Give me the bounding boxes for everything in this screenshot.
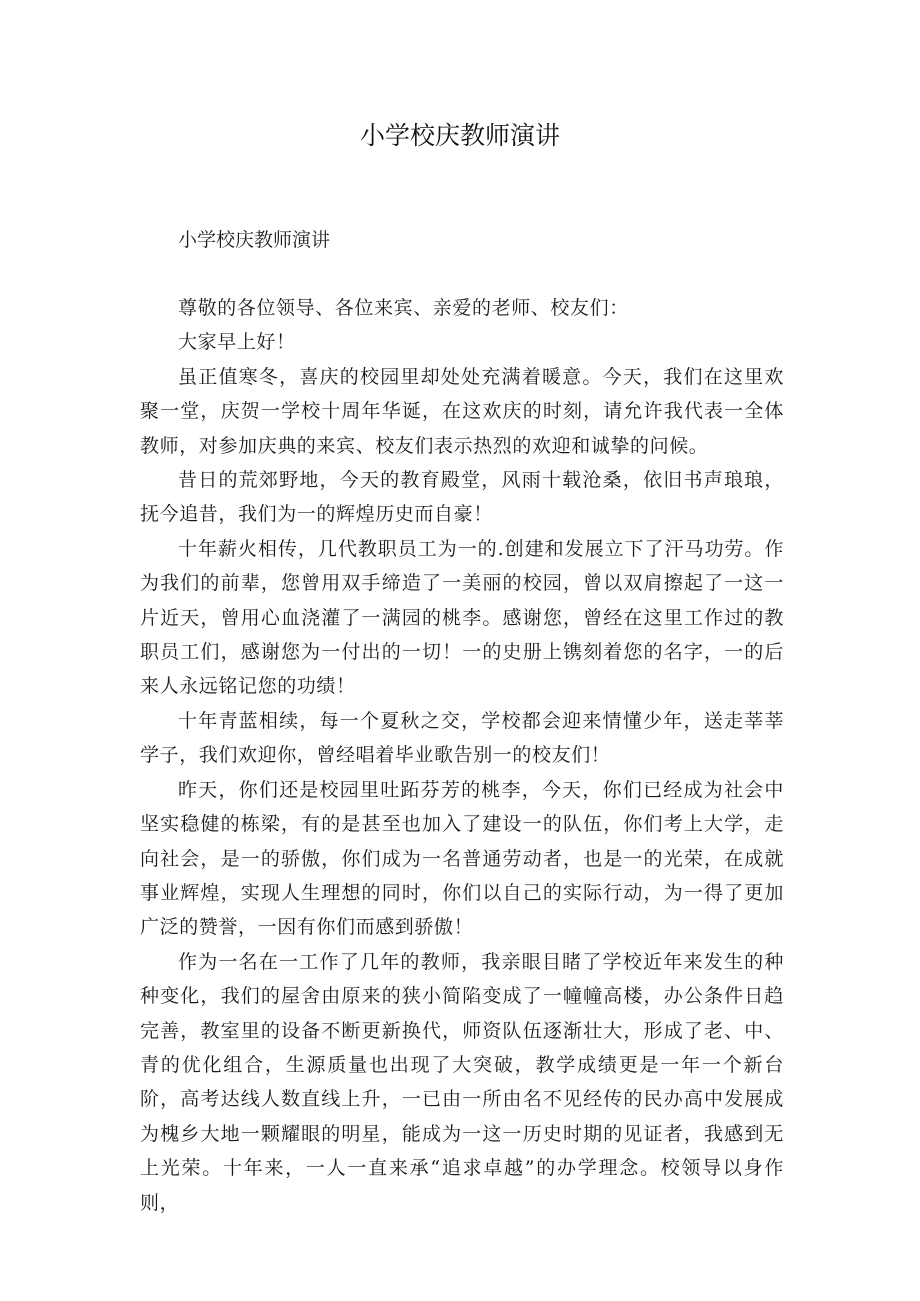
paragraph: 昨天，你们还是校园里吐跖芬芳的桃李，今天，你们已经成为社会中坚实稳健的栋梁，有的是甚至也加入了建设一的队伍，你们考上大学，走向社会，是一的骄傲，你们成为一名普通劳动者，也是一的光荣，在成就事业辉煌，实现人生理想的同时，你们以自己的实际行动，为一得了更加广泛的赞誉，一因有你们而感到骄傲！ xyxy=(140,778,784,939)
paragraph: 作为一名在一工作了几年的教师，我亲眼目睹了学校近年来发生的种种变化，我们的屋舍由原来的狭小简陷变成了一幢幢高楼，办公条件日趋完善，教室里的设备不断更新换代，师资队伍逐渐壮大，形成了老、中、青的优化组合，生源质量也出现了大突破，教学成绩更是一年一个新台阶，高考达线人数直线上升，一已由一所由名不见经传的民办高中发展成为槐乡大地一颗耀眼的明星，能成为一这一历史时期的见证者，我感到无上光荣。十年来，一人一直来承“追求卓越”的办学理念。校领导以身作则， xyxy=(140,950,784,1214)
document-title: 小学校庆教师演讲 xyxy=(359,121,560,150)
document-subtitle: 小学校庆教师演讲 xyxy=(178,229,331,251)
paragraph: 十年青蓝相续，每一个夏秋之交，学校都会迎来情懂少年，送走莘莘学子，我们欢迎你，曾经唱着毕业歌告别一的校友们！ xyxy=(140,709,784,767)
paragraph: 十年薪火相传，几代教职员工为一的.创建和发展立下了汗马功劳。作为我们的前辈，您曾用双手缔造了一美丽的校园，曾以双肩擦起了一这一片近天，曾用心血浇灌了一满园的桃李。感谢您，曾经在这里工作过的教职员工们，感谢您为一付出的一切！一的史册上镌刻着您的名字，一的后来人永远铭记您的功绩！ xyxy=(140,537,784,698)
paragraph: 虽正值寒冬，喜庆的校园里却处处充满着暖意。今天，我们在这里欢聚一堂，庆贺一学校十周年华诞，在这欢庆的时刻，请允许我代表一全体教师，对参加庆典的来宾、校友们表示热烈的欢迎和诚挚的问候。 xyxy=(140,365,784,457)
paragraph: 昔日的荒郊野地，今天的教育殿堂，风雨十载沧桑，依旧书声琅琅，抚今追昔，我们为一的辉煌历史而自豪！ xyxy=(140,469,784,526)
document-body xyxy=(140,223,784,1220)
paragraph-greeting: 大家早上好！ xyxy=(178,331,296,354)
paragraph-salutation: 尊敬的各位领导、各位来宾、亲爱的老师、校友们： xyxy=(178,297,629,319)
